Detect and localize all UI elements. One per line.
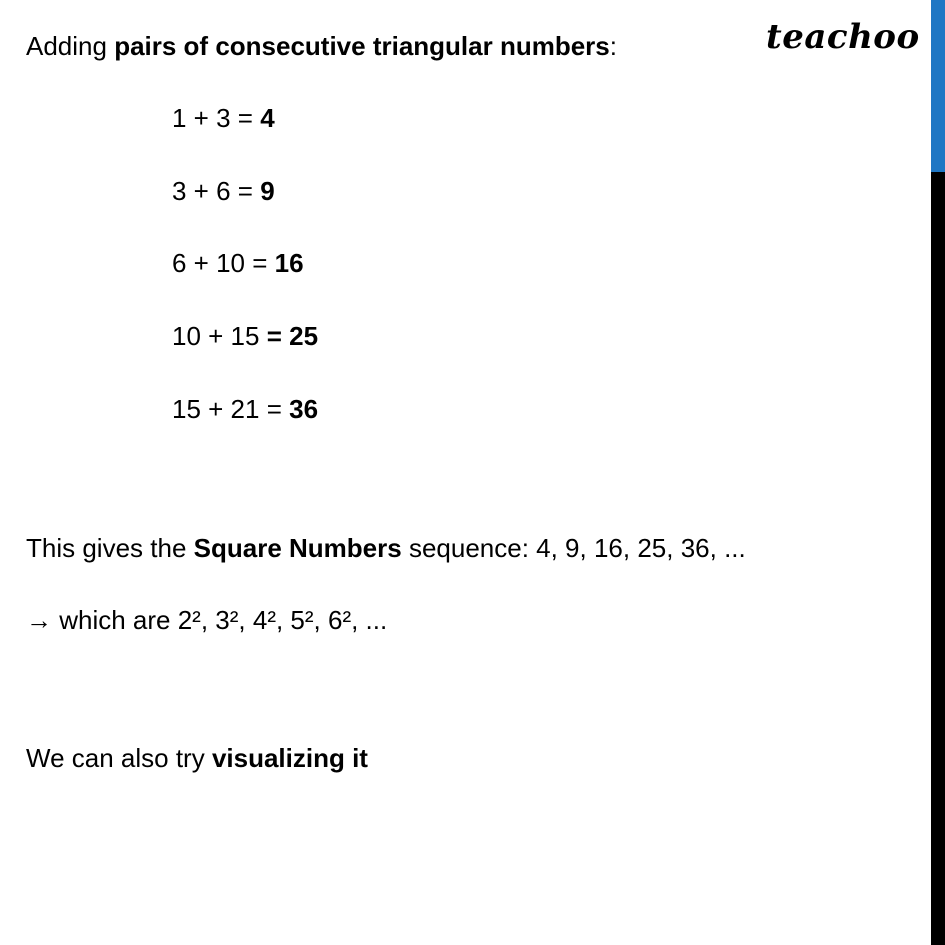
closing-bold: visualizing it	[211, 743, 368, 773]
sum-result: = 25	[266, 321, 319, 351]
sum-line-2	[172, 175, 275, 207]
sum-line-3	[172, 247, 304, 279]
right-sidebar-accent	[931, 0, 945, 172]
sum-expr: 10 + 15	[172, 321, 267, 351]
conclusion-suffix: sequence: 4, 9, 16, 25, 36, ...	[401, 533, 746, 563]
sum-result: 9	[260, 176, 275, 206]
sum-line-4	[172, 320, 318, 352]
sum-result: 36	[289, 394, 319, 424]
closing-prefix: We can also try	[26, 743, 212, 773]
conclusion-line	[26, 532, 746, 564]
sum-expr: 6 + 10 =	[172, 248, 275, 278]
sum-expr: 1 + 3 =	[172, 103, 261, 133]
teachoo-logo: teachoo	[766, 17, 920, 57]
sum-result: 4	[260, 103, 275, 133]
conclusion-bold: Square Numbers	[193, 533, 402, 563]
sum-line-1	[172, 102, 275, 134]
sum-expr: 3 + 6 =	[172, 176, 261, 206]
closing-line	[26, 742, 368, 774]
sum-expr: 15 + 21 =	[172, 394, 290, 424]
sum-result: 16	[274, 248, 304, 278]
powers-line: → which are 2², 3², 4², 5², 6², ...	[26, 605, 388, 635]
conclusion-prefix: This gives the	[26, 533, 194, 563]
sum-line-5	[172, 393, 318, 425]
intro-bold: pairs of consecutive triangular numbers	[114, 31, 610, 61]
intro-prefix: Adding	[26, 31, 115, 61]
intro-suffix: :	[609, 31, 617, 61]
intro-line	[26, 30, 617, 62]
